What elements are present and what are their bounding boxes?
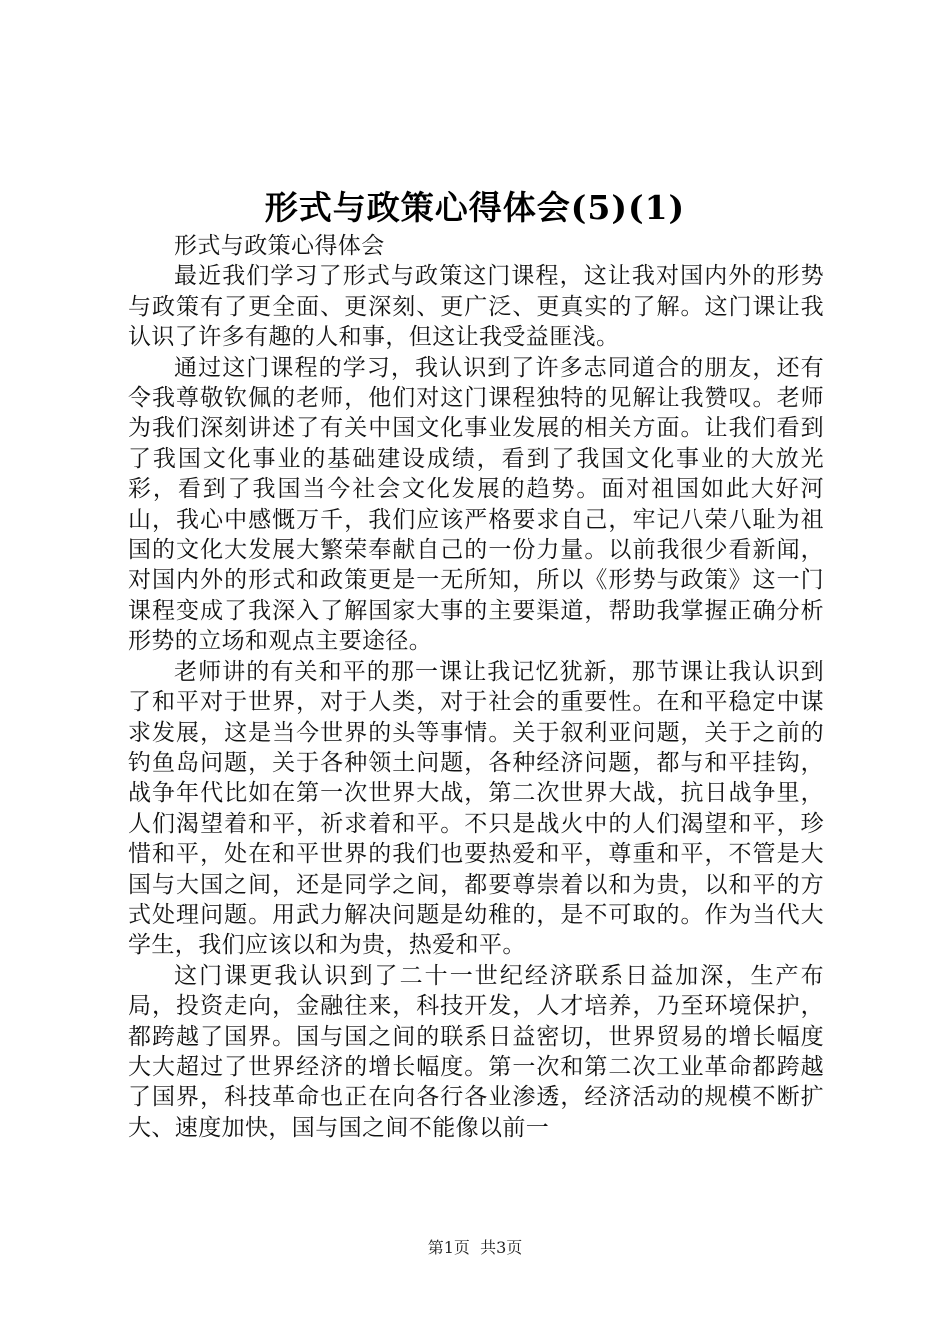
- paragraph: 老师讲的有关和平的那一课让我记忆犹新，那节课让我认识到了和平对于世界，对于人类，对于社会的重要性。在和平稳定中谋求发展，这是当今世界的头等事情。关于叙利亚问题，关于之前的钓鱼岛问题，关于各种领土问题，各种经济问题，都与和平挂钩，战争年代比如在第一次世界大战，第二次世界大战，抗日战争里，人们渴望着和平，祈求着和平。不只是战火中的人们渴望和平，珍惜和平，处在和平世界的我们也要热爱和平，尊重和平，不管是大国与大国之间，还是同学之间，都要尊崇着以和为贵，以和平的方式处理问题。用武力解决问题是幼稚的，是不可取的。作为当代大学生，我们应该以和为贵，热爱和平。: [128, 658, 824, 959]
- document-subtitle: 形式与政策心得体会: [174, 233, 385, 259]
- page-number: 第1页: [427, 1238, 470, 1257]
- paragraph: 这门课更我认识到了二十一世纪经济联系日益加深，生产布局，投资走向，金融往来，科技开发，人才培养，乃至环境保护，都跨越了国界。国与国之间的联系日益密切，世界贸易的增长幅度大大超过了世界经济的增长幅度。第一次和第二次工业革命都跨越了国界，科技革命也正在向各行各业渗透，经济活动的规模不断扩大、速度加快，国与国之间不能像以前一: [128, 962, 824, 1141]
- paragraph: 通过这门课程的学习，我认识到了许多志同道合的朋友，还有令我尊敬钦佩的老师，他们对这门课程独特的见解让我赞叹。老师为我们深刻讲述了有关中国文化事业发展的相关方面。让我们看到了我国文化事业的基础建设成绩，看到了我国文化事业的大放光彩，看到了我国当今社会文化发展的趋势。面对祖国如此大好河山，我心中感慨万千，我们应该严格要求自己，牢记八荣八耻为祖国的文化大发展大繁荣奉献自己的一份力量。以前我很少看新闻，对国内外的形式和政策更是一无所知，所以《形势与政策》这一门课程变成了我深入了解国家大事的主要渠道，帮助我掌握正确分析形势的立场和观点主要途径。: [128, 354, 824, 655]
- page-footer: [0, 1236, 950, 1260]
- page-total: 共3页: [480, 1238, 523, 1257]
- footer-separator: [470, 1238, 480, 1257]
- paragraph: 最近我们学习了形式与政策这门课程，这让我对国内外的形势与政策有了更全面、更深刻、更广泛、更真实的了解。这门课让我认识了许多有趣的人和事，但这让我受益匪浅。: [128, 263, 824, 351]
- document-body: [128, 231, 824, 1143]
- document-title: 形式与政策心得体会(5)(1): [264, 188, 686, 227]
